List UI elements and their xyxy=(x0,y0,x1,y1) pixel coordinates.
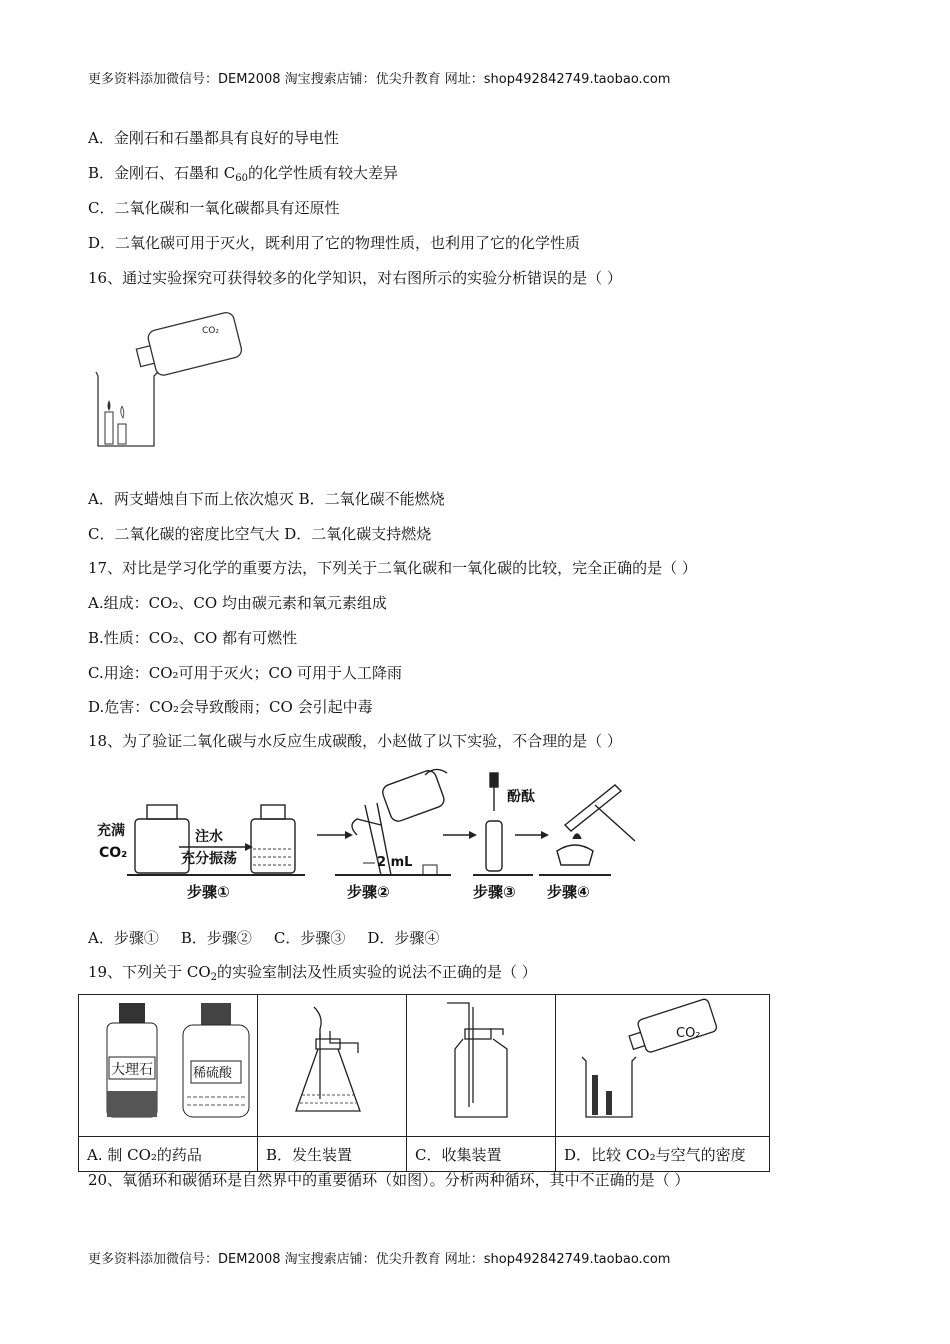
page-footer: 更多资料添加微信号：DEM2008 淘宝搜索店铺：优尖升教育 网址：shop492842749.taobao.com xyxy=(88,1252,671,1267)
q18-arrow-top: 注水 xyxy=(195,829,223,845)
q17-option-a: A.组成：CO₂、CO 均由碳元素和氧元素组成 xyxy=(88,594,387,612)
q18-option-b: B．步骤② xyxy=(180,929,252,947)
q19-bottle-acid: 稀硫酸 xyxy=(193,1066,233,1081)
q18-co2-label: CO₂ xyxy=(99,845,128,861)
q18-option-a: A．步骤① xyxy=(88,929,159,947)
step1-bottle-water xyxy=(251,805,295,873)
q15-option-c: C．二氧化碳和一氧化碳都具有还原性 xyxy=(88,199,340,217)
q15-option-d: D．二氧化碳可用于灭火，既利用了它的物理性质，也利用了它的化学性质 xyxy=(88,234,581,252)
step3-indicator-label: 酚酞 xyxy=(507,789,535,805)
q19-caption-c: C．收集装置 xyxy=(407,1137,556,1172)
q19-cell-b-image xyxy=(258,995,407,1137)
q18-arrow-bottom: 充分振荡 xyxy=(181,851,237,867)
q19-caption-b: B．发生装置 xyxy=(258,1137,407,1172)
page-header: 更多资料添加微信号：DEM2008 淘宝搜索店铺：优尖升教育 网址：shop492842749.taobao.com xyxy=(88,72,671,87)
q19-cell-d-image xyxy=(556,995,770,1137)
step4-label: 步骤④ xyxy=(547,883,590,901)
step2-label: 步骤② xyxy=(347,883,390,901)
q18-fill-label: 充满 xyxy=(97,823,125,839)
q19-table xyxy=(78,994,770,1172)
q19-bottle-marble: 大理石 xyxy=(111,1062,153,1078)
q16-options-cd: C．二氧化碳的密度比空气大 D．二氧化碳支持燃烧 xyxy=(88,525,432,543)
q16-stem: 16、通过实验探究可获得较多的化学知识，对右图所示的实验分析错误的是（ ） xyxy=(88,269,622,287)
step3-label: 步骤③ xyxy=(473,883,516,901)
step4-heating xyxy=(557,785,635,865)
q19-caption-d: D．比较 CO₂与空气的密度 xyxy=(556,1137,770,1172)
step1-label: 步骤① xyxy=(187,883,230,901)
q16-co2-label: CO₂ xyxy=(202,326,219,336)
step2-ml-label: 2 mL xyxy=(377,855,413,870)
q18-stem: 18、为了验证二氧化碳与水反应生成碳酸，小赵做了以下实验，不合理的是（ ） xyxy=(88,732,622,750)
q17-option-c: C.用途：CO₂可用于灭火；CO 可用于人工降雨 xyxy=(88,664,403,682)
q20-stem: 20、氧循环和碳循环是自然界中的重要循环（如图）。分析两种循环，其中不正确的是（ ） xyxy=(88,1171,690,1189)
q17-option-b: B.性质：CO₂、CO 都有可燃性 xyxy=(88,629,298,647)
q19-co2-label: CO₂ xyxy=(676,1026,701,1041)
q17-stem: 17、对比是学习化学的重要方法，下列关于二氧化碳和一氧化碳的比较，完全正确的是（ ） xyxy=(88,559,697,577)
step3-dropper xyxy=(486,773,502,871)
q19-stem: 19、下列关于 $CO_2$的实验室制法及性质实验的说法不正确的是（ ） xyxy=(88,963,537,983)
q16-figure xyxy=(88,300,248,460)
q18-options xyxy=(88,928,461,948)
q19-caption-a: A. 制 CO₂的药品 xyxy=(79,1137,258,1172)
q15-option-b: B．金刚石、石墨和 $C_{60}$的化学性质有较大差异 xyxy=(88,164,399,184)
q15-option-a: A．金刚石和石墨都具有良好的导电性 xyxy=(88,129,339,147)
q16-options-ab: A．两支蜡烛自下而上依次熄灭 B．二氧化碳不能燃烧 xyxy=(88,490,445,508)
q18-option-c: C．步骤③ xyxy=(273,929,346,947)
q18-option-d: D．步骤④ xyxy=(367,929,440,947)
q19-cell-c-image xyxy=(407,995,556,1137)
q17-option-d: D.危害：CO₂会导致酸雨；CO 会引起中毒 xyxy=(88,698,373,716)
q18-figure xyxy=(95,765,655,905)
q19-cell-a-image xyxy=(79,995,258,1137)
